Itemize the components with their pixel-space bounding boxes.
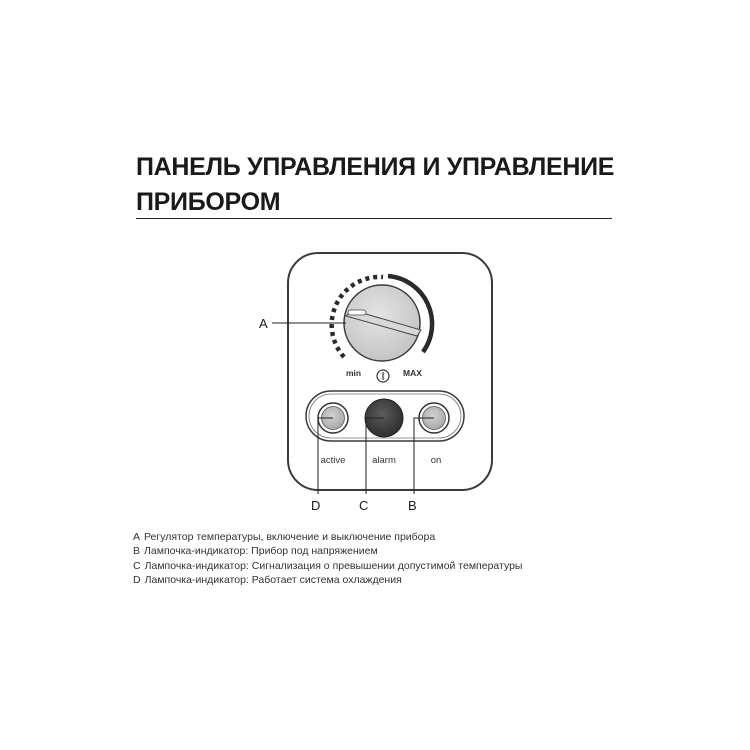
callout-b: B: [408, 498, 417, 513]
legend-key: B: [133, 545, 141, 558]
callout-a: A: [259, 316, 268, 331]
lamp-on-label: on: [430, 455, 442, 466]
legend-key: D: [133, 574, 141, 587]
legend-row-d: [133, 573, 603, 587]
knob-scale-min-label: min: [346, 368, 362, 378]
legend-key: C: [133, 559, 141, 572]
callout-d: D: [311, 498, 321, 513]
legend-row-c: [133, 559, 603, 573]
legend-row-b: [133, 544, 603, 558]
lamp-alarm-label: alarm: [372, 455, 396, 466]
title-line-1: ПАНЕЛЬ УПРАВЛЕНИЯ И УПРАВЛЕНИЕ: [136, 153, 615, 181]
temperature-knob[interactable]: [344, 285, 421, 361]
title-line-2: ПРИБОРОМ: [136, 188, 281, 216]
knob-scale-max-label: MAX: [403, 368, 422, 378]
lamp-active-label: active: [320, 455, 346, 466]
legend-text: Регулятор температуры, включение и выключение прибора: [144, 531, 436, 543]
callout-c: C: [359, 498, 369, 513]
legend-text: Лампочка-индикатор: Работает система охлаждения: [144, 574, 402, 587]
legend: [133, 530, 603, 588]
legend-key: A: [133, 531, 141, 543]
legend-text: Лампочка-индикатор: Прибор под напряжением: [144, 545, 378, 558]
legend-text: Лампочка-индикатор: Сигнализация о превышении допустимой температуры: [144, 559, 523, 572]
legend-row-a: [133, 530, 603, 544]
